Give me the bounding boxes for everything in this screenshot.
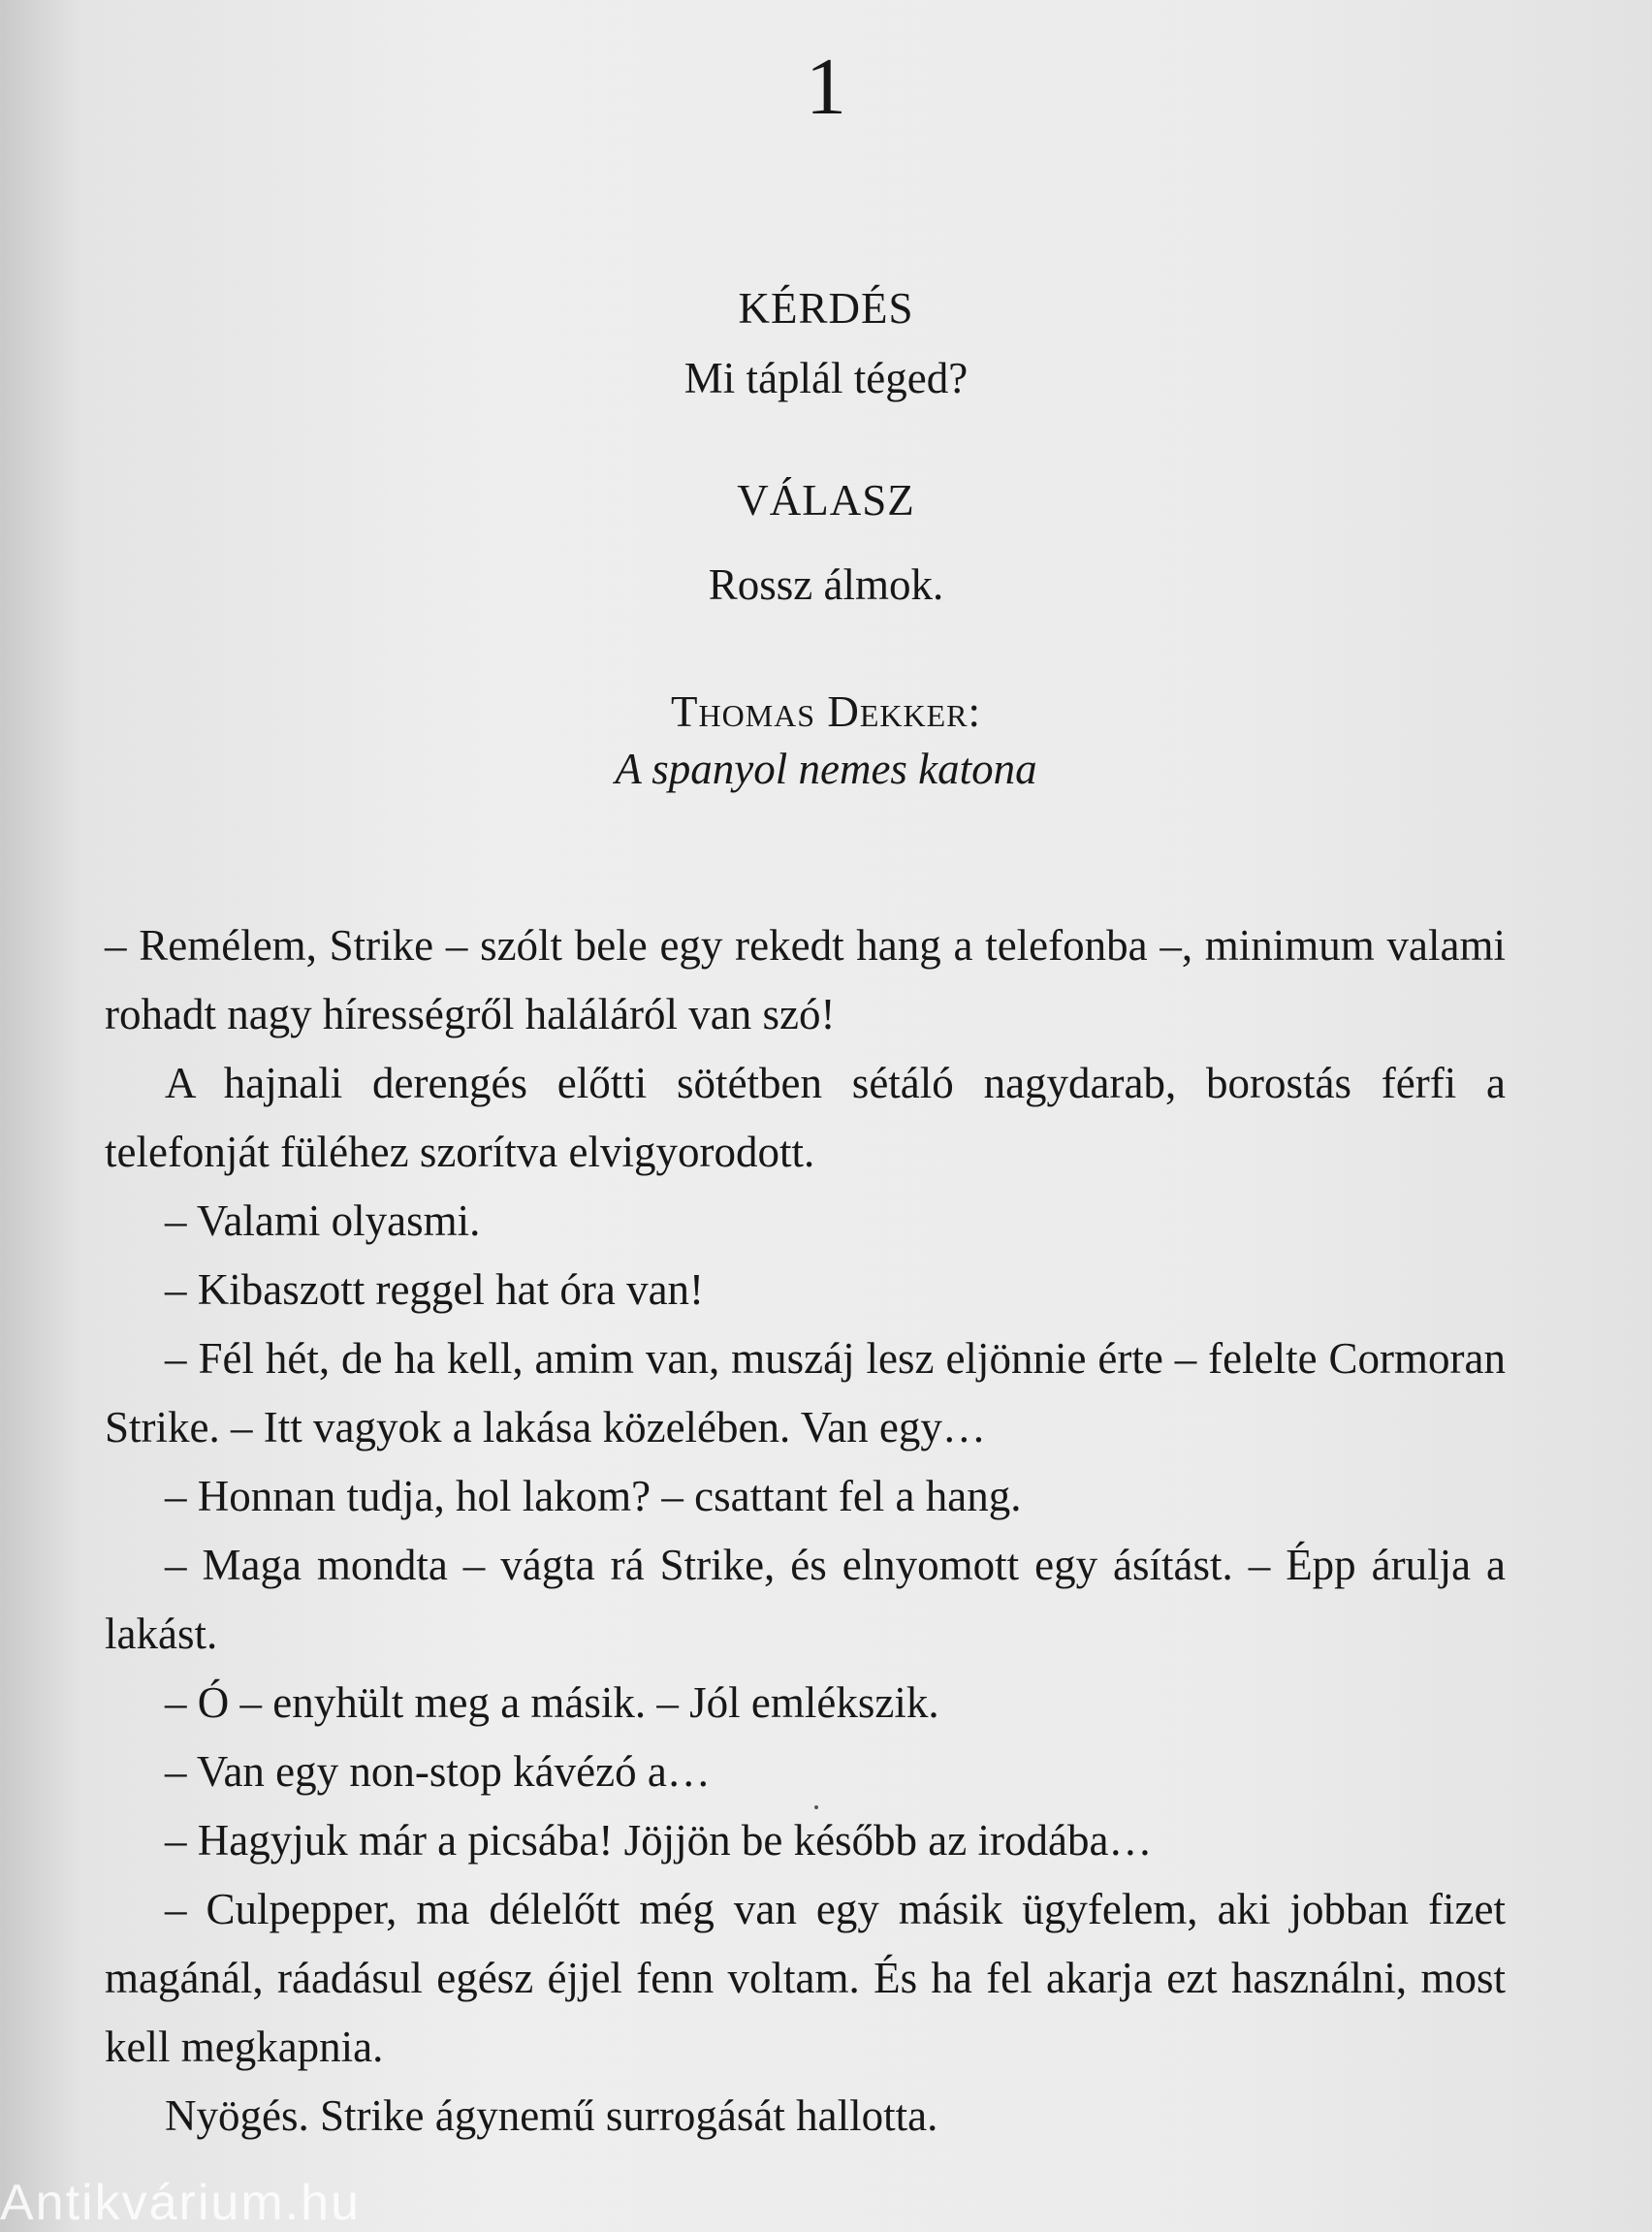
paragraph: – Valami olyasmi.: [165, 1196, 481, 1245]
chapter-body: [105, 911, 1506, 2151]
epigraph-question-label: KÉRDÉS: [738, 284, 914, 333]
paragraph: Nyögés. Strike ágynemű surrogását hallotta.: [165, 2091, 938, 2140]
paragraph: – Fél hét, de ha kell, amim van, muszáj lesz eljönnie érte – felelte Cormoran Strike. – Itt vagyok a lakása közelében. Van egy…: [105, 1334, 1506, 1451]
chapter-number: 1: [806, 42, 846, 132]
epigraph-work-title: A spanyol nemes katona: [615, 745, 1037, 793]
epigraph-answer: Rossz álmok.: [708, 560, 944, 609]
epigraph-answer-label: VÁLASZ: [737, 476, 915, 525]
paragraph: – Van egy non-stop kávézó a…: [165, 1747, 711, 1796]
paragraph: – Hagyjuk már a picsába! Jöjjön be később az irodába…: [165, 1816, 1153, 1865]
paragraph: – Maga mondta – vágta rá Strike, és elnyomott egy ásítást. – Épp árulja a lakást.: [105, 1541, 1506, 1658]
ink-speck: [814, 1805, 818, 1809]
paragraph: – Culpepper, ma délelőtt még van egy másik ügyfelem, aki jobban fizet magánál, ráadásul egész éjjel fenn voltam. És ha fel akarja ezt használni, most kell megkapnia.: [105, 1885, 1506, 2071]
paragraph: – Ó – enyhült meg a másik. – Jól emlékszik.: [165, 1678, 939, 1727]
paragraph: – Remélem, Strike – szólt bele egy rekedt hang a telefonba –, minimum valami rohadt nagy hírességről haláláról van szó!: [105, 921, 1506, 1038]
paragraph: – Honnan tudja, hol lakom? – csattant fel a hang.: [165, 1472, 1022, 1520]
paragraph: – Kibaszott reggel hat óra van!: [165, 1265, 705, 1314]
epigraph-question: Mi táplál téged?: [683, 354, 969, 402]
watermark: Antikvárium.hu: [0, 2175, 361, 2231]
paragraph: A hajnali derengés előtti sötétben sétáló nagydarab, borostás férfi a telefonját füléhez szorítva elvigyorodott.: [105, 1059, 1506, 1176]
epigraph-author: Thomas Dekker:: [671, 687, 981, 736]
